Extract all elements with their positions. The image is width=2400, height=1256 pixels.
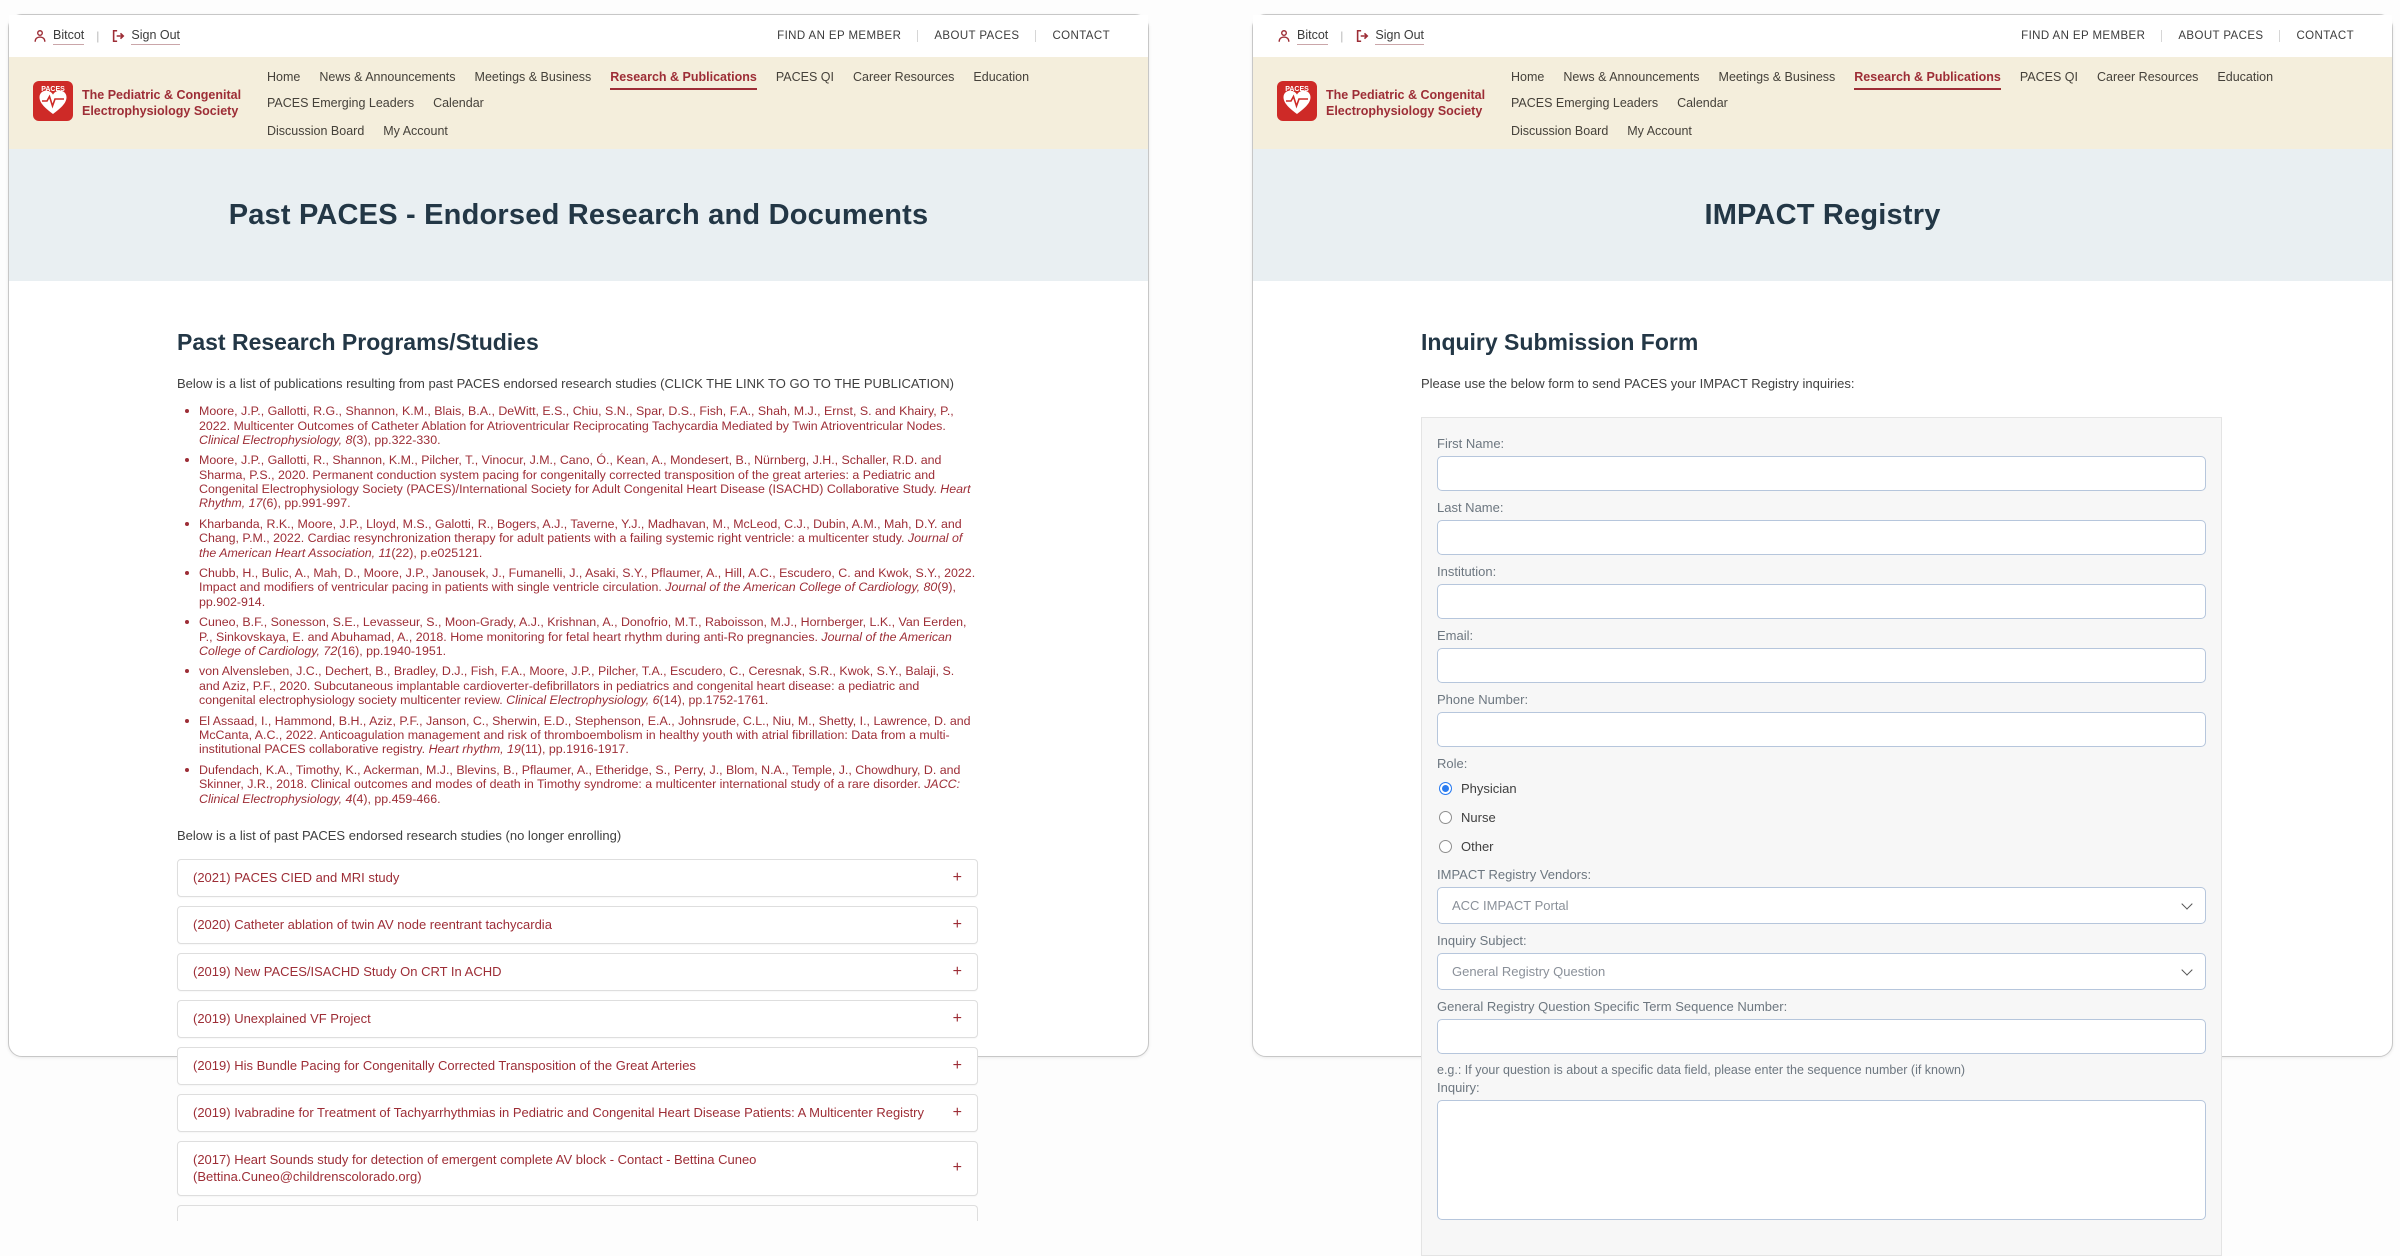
plus-icon: + — [952, 868, 962, 886]
svg-text:PACES: PACES — [1285, 86, 1309, 94]
nav-item-career[interactable]: Career Resources — [852, 70, 955, 84]
nav-item-education[interactable]: Education — [973, 70, 1030, 84]
accordion-item-2019-unexplained-vf[interactable]: (2019) Unexplained VF Project + — [177, 1000, 978, 1038]
user-account-link[interactable] — [33, 28, 84, 45]
nav-item-news[interactable]: News & Announcements — [319, 70, 456, 84]
plus-icon: + — [952, 1103, 962, 1121]
top-bar — [1253, 15, 2392, 57]
browser-window-past-research — [8, 14, 1149, 1185]
plus-icon: + — [952, 1056, 962, 1074]
publication-link[interactable]: von Alvensleben, J.C., Dechert, B., Bradley, D.J., Fish, F.A., Moore, J.P., Pilcher, T.A., Escudero, C., Ceresnak, S.R., Kwok, S.Y., Balaji, S. and Aziz, P.F., 2020. Subcutaneous implantable cardioverter-defibrillators in pediatrics and congenital heart disease: a pediatric and congenital electrophysiology society multicenter review. Clinical Electrophysiology, 6(14), pp.1752-1761. — [183, 664, 978, 707]
sign-out-label: Sign Out — [131, 28, 180, 45]
email-label: Email: — [1437, 628, 1474, 644]
contact-link[interactable]: CONTACT — [2279, 30, 2370, 42]
sign-out-link[interactable] — [1355, 28, 1424, 45]
plus-icon: + — [952, 1159, 962, 1177]
accordion-item-partial[interactable] — [177, 1205, 978, 1221]
past-studies-intro: Below is a list of past PACES endorsed research studies (no longer enrolling) — [177, 827, 622, 843]
publications-intro: Below is a list of publications resulting from past PACES endorsed research studies (CLICK THE LINK TO GO TO THE PUBLICATION) — [177, 376, 954, 392]
publication-link[interactable]: Dufendach, K.A., Timothy, K., Ackerman, M.J., Blevins, B., Pflaumer, A., Etheridge, S., Perry, J., Blom, N.A., Temple, J., Chowdhury, D. and Skinner, J.R., 2018. Clinical outcomes and modes of death in Timothy syndrome: a multicenter international study of a rare disorder. JACC: Clinical Electrophysiology, 4(4), pp.459-466. — [183, 763, 978, 806]
nav-links — [267, 66, 1124, 141]
page-title: IMPACT Registry — [1704, 198, 1941, 231]
role-radio-nurse[interactable]: Nurse — [1439, 806, 2206, 829]
brand-name: The Pediatric & Congenital Electrophysiology Society — [82, 87, 242, 118]
publication-link[interactable]: El Assaad, I., Hammond, B.H., Aziz, P.F., Janson, C., Sherwin, E.D., Stephenson, E.A., Johnsrude, C.L., Niu, M., Shetty, I., Lawrence, D. and McCanta, A.C., 2022. Anticoagulation management and risk of thromboembolism in healthy youth with atrial fibrillation: Data from a multi-institutional PACES collaborative registry. Heart rhythm, 19(11), pp.1916-1917. — [183, 714, 978, 757]
vendors-select[interactable]: ACC IMPACT Portal — [1437, 887, 2206, 924]
accordion-item-2021-cied-mri[interactable]: (2021) PACES CIED and MRI study + — [177, 859, 978, 897]
topbar-divider: | — [1340, 29, 1344, 43]
brand[interactable] — [33, 66, 245, 141]
nav-item-meetings[interactable]: Meetings & Business — [1718, 70, 1836, 84]
radio-unchecked-icon — [1439, 840, 1452, 853]
accordion-item-2019-his-bundle[interactable]: (2019) His Bundle Pacing for Congenitally Corrected Transposition of the Great Arteries + — [177, 1047, 978, 1085]
radio-checked-icon — [1439, 782, 1452, 795]
sign-out-icon — [1355, 29, 1369, 43]
nav-item-paces-qi[interactable]: PACES QI — [775, 70, 834, 84]
nav-item-discussion-board[interactable]: Discussion Board — [1511, 123, 1609, 138]
nav-item-home[interactable]: Home — [1511, 70, 1545, 84]
nav-item-research[interactable]: Research & Publications — [1854, 68, 2001, 90]
sign-out-icon — [111, 29, 125, 43]
nav-item-home[interactable]: Home — [267, 70, 301, 84]
nav-item-my-account[interactable]: My Account — [383, 123, 448, 138]
inquiry-field[interactable] — [1437, 1100, 2206, 1220]
top-bar — [9, 15, 1148, 57]
nav-item-emerging-leaders[interactable]: PACES Emerging Leaders — [267, 96, 415, 111]
sequence-number-field[interactable] — [1437, 1019, 2206, 1054]
publication-link[interactable]: Moore, J.P., Gallotti, R.G., Shannon, K.M., Blais, B.A., DeWitt, E.S., Chiu, S.N., Spar, D.S., Fish, F.A., Shah, M.J., Ernst, S. and Khairy, P., 2022. Multicenter Outcomes of Catheter Ablation for Atrioventricular Reciprocating Tachycardia Mediated by Twin Atrioventricular Nodes. Clinical Electrophysiology, 8(3), pp.322-330. — [183, 404, 978, 447]
nav-item-education[interactable]: Education — [2217, 70, 2274, 84]
publication-link[interactable]: Kharbanda, R.K., Moore, J.P., Lloyd, M.S., Galotti, R., Bogers, A.J., Taverne, Y.J., Madhavan, M., McLeod, C.J., Dubin, A.M., Mah, D.Y. and Chang, P.M., 2022. Cardiac resynchronization therapy for adult patients with a failing systemic right ventricle: a multicenter study. Journal of the American Heart Association, 11(22), p.e025121. — [183, 517, 978, 560]
svg-text:PACES: PACES — [41, 86, 65, 94]
inquiry-subject-label: Inquiry Subject: — [1437, 933, 1527, 949]
sign-out-link[interactable] — [111, 28, 180, 45]
brand[interactable] — [1277, 66, 1489, 141]
institution-label: Institution: — [1437, 564, 1497, 580]
nav-item-discussion-board[interactable]: Discussion Board — [267, 123, 365, 138]
first-name-label: First Name: — [1437, 436, 1505, 452]
page-content — [1253, 281, 2392, 1256]
main-nav — [9, 57, 1148, 149]
page-title-banner — [1253, 149, 2392, 281]
user-name: Bitcot — [1297, 28, 1328, 45]
role-radio-physician[interactable]: Physician — [1439, 777, 2206, 800]
user-account-link[interactable] — [1277, 28, 1328, 45]
section-title: Inquiry Submission Form — [1421, 329, 1699, 356]
nav-item-paces-qi[interactable]: PACES QI — [2019, 70, 2078, 84]
user-icon — [33, 29, 47, 43]
brand-name: The Pediatric & Congenital Electrophysiology Society — [1326, 87, 1486, 118]
accordion-item-2020-twin-av-node[interactable]: (2020) Catheter ablation of twin AV node reentrant tachycardia + — [177, 906, 978, 944]
plus-icon: + — [952, 962, 962, 980]
role-label: Role: — [1437, 756, 1468, 772]
page-content — [9, 281, 1148, 1221]
institution-field[interactable] — [1437, 584, 2206, 619]
find-ep-member-link[interactable]: FIND AN EP MEMBER — [777, 30, 902, 42]
inquiry-label: Inquiry: — [1437, 1080, 1480, 1096]
accordion-item-2019-ivabradine[interactable]: (2019) Ivabradine for Treatment of Tachyarrhythmias in Pediatric and Congenital Heart Disease Patients: A Multicenter Registry + — [177, 1094, 978, 1132]
nav-item-career[interactable]: Career Resources — [2096, 70, 2199, 84]
paces-logo-icon — [33, 81, 73, 126]
main-nav — [1253, 57, 2392, 149]
phone-label: Phone Number: — [1437, 692, 1529, 708]
phone-field[interactable] — [1437, 712, 2206, 747]
paces-logo-icon — [1277, 81, 1317, 126]
sequence-number-label: General Registry Question Specific Term Sequence Number: — [1437, 999, 1788, 1015]
accordion-item-2019-crt-achd[interactable]: (2019) New PACES/ISACHD Study On CRT In ACHD + — [177, 953, 978, 991]
chevron-down-icon — [2181, 964, 2192, 975]
user-icon — [1277, 29, 1291, 43]
about-paces-link[interactable]: ABOUT PACES — [2161, 30, 2279, 42]
page-title-banner — [9, 149, 1148, 281]
nav-item-research[interactable]: Research & Publications — [610, 68, 757, 90]
section-title: Past Research Programs/Studies — [177, 329, 539, 356]
publication-link[interactable]: Cuneo, B.F., Sonesson, S.E., Levasseur, S., Moon-Grady, A.J., Krishnan, A., Donofrio, M.T., Raboisson, M.J., Hornberger, L.K., Van Eerden, P., Sinkovskaya, E. and Abuhamad, A., 2018. Home monitoring for fetal heart rhythm during anti-Ro pregnancies. Journal of the American College of Cardiology, 72(16), pp.1940-1951. — [183, 615, 978, 658]
user-name: Bitcot — [53, 28, 84, 45]
sign-out-label: Sign Out — [1375, 28, 1424, 45]
nav-links — [1511, 66, 2368, 141]
nav-item-calendar[interactable]: Calendar — [1677, 96, 1728, 111]
past-studies-accordion — [177, 859, 978, 1221]
publication-link[interactable]: Moore, J.P., Gallotti, R., Shannon, K.M., Pilcher, T., Vinocur, J.M., Cano, Ó., Kean, A., Mondesert, B., Nürnberg, J.H., Schaller, R.D. and Sharma, P.S., 2020. Permanent conduction system pacing for congenitally corrected transposition of the great arteries: a Pediatric and Congenital Electrophysiology Society (PACES)/International Society for Adult Congenital Heart Disease (ISACHD) Collaborative Study. Heart Rhythm, 17(6), pp.991-997. — [183, 453, 978, 511]
nav-item-emerging-leaders[interactable]: PACES Emerging Leaders — [1511, 96, 1659, 111]
last-name-field[interactable] — [1437, 520, 2206, 555]
plus-icon: + — [952, 915, 962, 933]
nav-item-calendar[interactable]: Calendar — [433, 96, 484, 111]
first-name-field[interactable] — [1437, 456, 2206, 491]
sequence-number-help: e.g.: If your question is about a specific data field, please enter the sequence number (if known) — [1437, 1063, 1966, 1078]
publication-link[interactable]: Chubb, H., Bulic, A., Mah, D., Moore, J.P., Janousek, J., Fumanelli, J., Asaki, S.Y., Pflaumer, A., Hill, A.C., Escudero, C. and Kwok, S.Y., 2022. Impact and modifiers of ventricular pacing in patients with single ventricle circulation. Journal of the American College of Cardiology, 80(9), pp.902-914. — [183, 566, 978, 609]
contact-link[interactable]: CONTACT — [1035, 30, 1126, 42]
inquiry-subject-select[interactable]: General Registry Question — [1437, 953, 2206, 990]
publications-list — [183, 404, 978, 806]
nav-item-my-account[interactable]: My Account — [1627, 123, 1692, 138]
nav-item-news[interactable]: News & Announcements — [1563, 70, 1700, 84]
nav-item-meetings[interactable]: Meetings & Business — [474, 70, 592, 84]
accordion-item-2017-heart-sounds[interactable]: (2017) Heart Sounds study for detection of emergent complete AV block - Contact - Bettina Cuneo (Bettina.Cuneo@childrenscolorado.org) + — [177, 1141, 978, 1196]
about-paces-link[interactable]: ABOUT PACES — [917, 30, 1035, 42]
page-title: Past PACES - Endorsed Research and Documents — [228, 198, 929, 231]
vendors-label: IMPACT Registry Vendors: — [1437, 867, 1592, 883]
inquiry-form — [1421, 417, 2222, 1256]
last-name-label: Last Name: — [1437, 500, 1504, 516]
find-ep-member-link[interactable]: FIND AN EP MEMBER — [2021, 30, 2146, 42]
email-field[interactable] — [1437, 648, 2206, 683]
radio-unchecked-icon — [1439, 811, 1452, 824]
form-intro: Please use the below form to send PACES your IMPACT Registry inquiries: — [1421, 376, 1855, 392]
browser-window-impact-registry — [1252, 14, 2393, 1096]
plus-icon: + — [952, 1009, 962, 1027]
chevron-down-icon — [2181, 898, 2192, 909]
topbar-divider: | — [96, 29, 100, 43]
role-radio-other[interactable]: Other — [1439, 835, 2206, 858]
